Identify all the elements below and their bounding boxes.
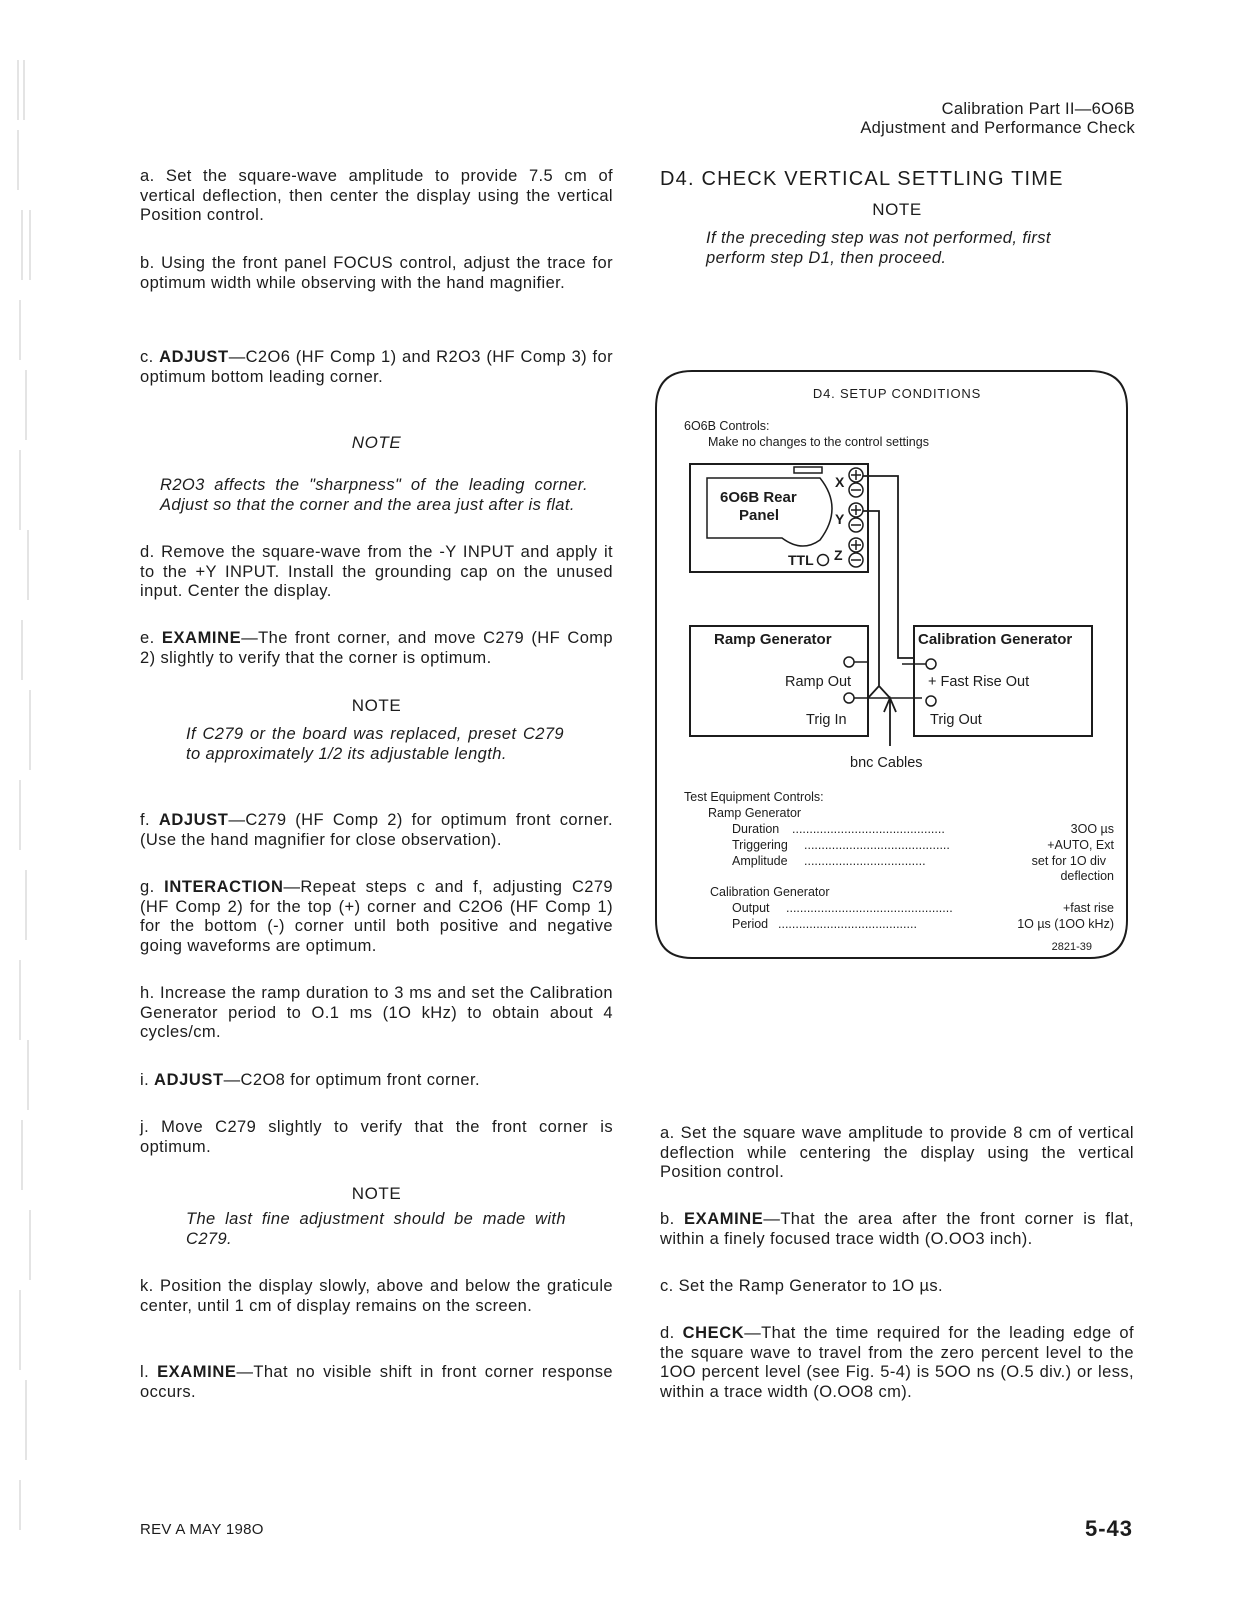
- connector-icons: [849, 468, 863, 567]
- step-j-left: j. Move C279 slightly to verify that the front corner is optimum.: [140, 1118, 613, 1156]
- step-text: —C279 (HF Comp 2) for optimum front corner. (Use the hand magnifier for close observation).: [140, 811, 613, 849]
- step-keyword: CHECK: [682, 1324, 745, 1342]
- revision-date: REV A MAY 198O: [140, 1521, 264, 1538]
- period-value: 1O µs (1OO kHz): [1017, 917, 1114, 931]
- step-prefix: b.: [660, 1210, 685, 1228]
- leader-dots: ............................................: [792, 822, 945, 836]
- step-c-left: [140, 348, 613, 387]
- ramp-out-label: Ramp Out: [785, 674, 852, 690]
- note-body: If C279 or the board was replaced, preset C279 to approximately 1/2 its adjustable length.: [186, 725, 564, 763]
- header-title: Calibration Part II—6O6B: [941, 100, 1135, 118]
- setup-conditions-diagram: [652, 368, 1130, 962]
- step-text: —The front corner, and move C279 (HF Comp 2) slightly to verify that the corner is optimum.: [140, 629, 613, 667]
- calibration-generator-title: Calibration Generator: [918, 631, 1073, 648]
- ramp-generator-title: Ramp Generator: [714, 631, 832, 648]
- step-d-right: [660, 1324, 1134, 1402]
- trig-out-connector-icon: [926, 696, 936, 706]
- page-header: [860, 100, 1135, 138]
- step-text: —C2O6 (HF Comp 1) and R2O3 (HF Comp 3) for optimum bottom leading corner.: [140, 348, 613, 386]
- duration-value: 3OO µs: [1070, 822, 1114, 836]
- ttl-connector-icon: [818, 555, 829, 566]
- note-heading: NOTE: [351, 696, 402, 715]
- step-prefix: e.: [140, 629, 162, 647]
- step-keyword: EXAMINE: [157, 1363, 237, 1381]
- note-heading: NOTE: [872, 200, 922, 219]
- step-b-right: [660, 1210, 1134, 1249]
- step-text: —That the time required for the leading edge of the square wave to travel from the zero percent level to the 1OO percent level (see Fig. 5-4) is 5OO ns (O.5 div.) or less, within a trace width (O.OO8 cm).: [660, 1324, 1134, 1401]
- leader-dots: ..........................................: [804, 838, 950, 852]
- trig-in-label: Trig In: [806, 712, 847, 728]
- figure-id: 2821-39: [1051, 941, 1092, 953]
- step-prefix: g.: [140, 878, 165, 896]
- header-subtitle: Adjustment and Performance Check: [860, 119, 1135, 137]
- controls-label: 6O6B Controls:: [684, 419, 770, 433]
- period-label: Period: [732, 917, 769, 931]
- calibration-generator-heading: Calibration Generator: [710, 885, 830, 899]
- step-prefix: l.: [140, 1363, 158, 1381]
- amplitude-value: set for 1O div: [1031, 854, 1106, 868]
- step-keyword: EXAMINE: [684, 1210, 764, 1228]
- triggering-label: Triggering: [732, 838, 788, 852]
- triggering-value: +AUTO, Ext: [1047, 838, 1114, 852]
- output-label: Output: [732, 901, 770, 915]
- note-heading: NOTE: [351, 1184, 402, 1203]
- step-keyword: ADJUST: [154, 1071, 224, 1089]
- step-keyword: ADJUST: [159, 348, 229, 366]
- step-keyword: EXAMINE: [161, 629, 242, 647]
- fast-rise-connector-icon: [926, 659, 936, 669]
- note-body: The last fine adjustment should be made with C279.: [186, 1210, 566, 1248]
- trig-in-connector-icon: [844, 693, 854, 703]
- step-b-left: b. Using the front panel FOCUS control, adjust the trace for optimum width while observing with the hand magnifier.: [140, 254, 613, 292]
- step-g-left: [140, 878, 613, 956]
- step-a-right: a. Set the square wave amplitude to provide 8 cm of vertical deflection while centering the display using the vertical Position control.: [660, 1124, 1134, 1181]
- step-prefix: f.: [140, 811, 159, 829]
- step-text: —C2O8 for optimum front corner.: [223, 1071, 480, 1089]
- z-label: Z: [834, 547, 843, 563]
- ramp-generator-heading: Ramp Generator: [708, 806, 802, 820]
- leader-dots: ................................................: [786, 901, 953, 915]
- trig-out-label: Trig Out: [930, 712, 982, 728]
- fast-rise-label: + Fast Rise Out: [928, 674, 1030, 690]
- leader-dots: ...................................: [804, 854, 926, 868]
- ramp-out-connector-icon: [844, 657, 854, 667]
- bnc-cables-label: bnc Cables: [850, 755, 923, 771]
- step-c-right: c. Set the Ramp Generator to 1O µs.: [660, 1277, 944, 1295]
- x-label: X: [835, 474, 845, 490]
- diagram-title: D4. SETUP CONDITIONS: [812, 386, 982, 401]
- note-body: R2O3 affects the "sharpness" of the leading corner. Adjust so that the corner and the area just after is flat.: [160, 476, 588, 514]
- amplitude-label: Amplitude: [732, 854, 788, 868]
- step-prefix: i.: [140, 1071, 155, 1089]
- ttl-label: TTL: [788, 552, 814, 568]
- step-l-left: [140, 1363, 613, 1402]
- page-number: 5-43: [1084, 1516, 1133, 1541]
- amplitude-value-cont: deflection: [1060, 869, 1114, 883]
- section-title: D4. CHECK VERTICAL SETTLING TIME: [660, 168, 1064, 190]
- note-body: If the preceding step was not performed, first perform step D1, then proceed.: [706, 229, 1051, 267]
- diagram-frame: [656, 371, 1127, 958]
- step-e-left: [140, 629, 613, 668]
- y-label: Y: [835, 511, 845, 527]
- output-value: +fast rise: [1062, 901, 1114, 915]
- rear-panel-label-2: Panel: [739, 507, 780, 524]
- controls-text: Make no changes to the control settings: [708, 435, 929, 449]
- step-keyword: ADJUST: [158, 811, 229, 829]
- note-heading: NOTE: [351, 433, 402, 452]
- step-text: —Repeat steps c and f, adjusting C279 (HF Comp 2) for the top (+) corner and C2O6 (HF Comp 1) for the bottom (-) corner until both positive and negative going waveforms are optimum.: [140, 878, 614, 955]
- step-k-left: k. Position the display slowly, above and below the graticule center, until 1 cm of display remains on the screen.: [140, 1277, 613, 1315]
- rear-panel-label-1: 6O6B Rear: [720, 489, 797, 506]
- step-i-left: [140, 1071, 613, 1091]
- scan-edge-marks: [10, 60, 50, 1540]
- rear-panel-slot: [794, 467, 822, 473]
- step-text: —That the area after the front corner is flat, within a finely focused trace width (O.OO3 inch).: [660, 1210, 1134, 1248]
- duration-label: Duration: [732, 822, 780, 836]
- step-keyword: INTERACTION: [164, 878, 284, 896]
- step-prefix: c.: [140, 348, 160, 366]
- leader-dots: ........................................: [778, 917, 917, 931]
- cables-pointer-arrow: [884, 698, 896, 746]
- step-a-left: a. Set the square-wave amplitude to provide 7.5 cm of vertical deflection, then center the display using the vertical Position control.: [140, 167, 613, 224]
- step-prefix: d.: [660, 1324, 683, 1342]
- step-text: —That no visible shift in front corner response occurs.: [140, 1363, 613, 1401]
- test-equipment-title: Test Equipment Controls:: [684, 790, 824, 804]
- step-d-left: d. Remove the square-wave from the -Y INPUT and apply it to the +Y INPUT. Install the grounding cap on the unused input. Center the display.: [140, 543, 613, 600]
- step-f-left: [140, 811, 613, 850]
- step-h-left: h. Increase the ramp duration to 3 ms and set the Calibration Generator period to O.1 ms (1O kHz) to obtain about 4 cycles/cm.: [140, 984, 613, 1041]
